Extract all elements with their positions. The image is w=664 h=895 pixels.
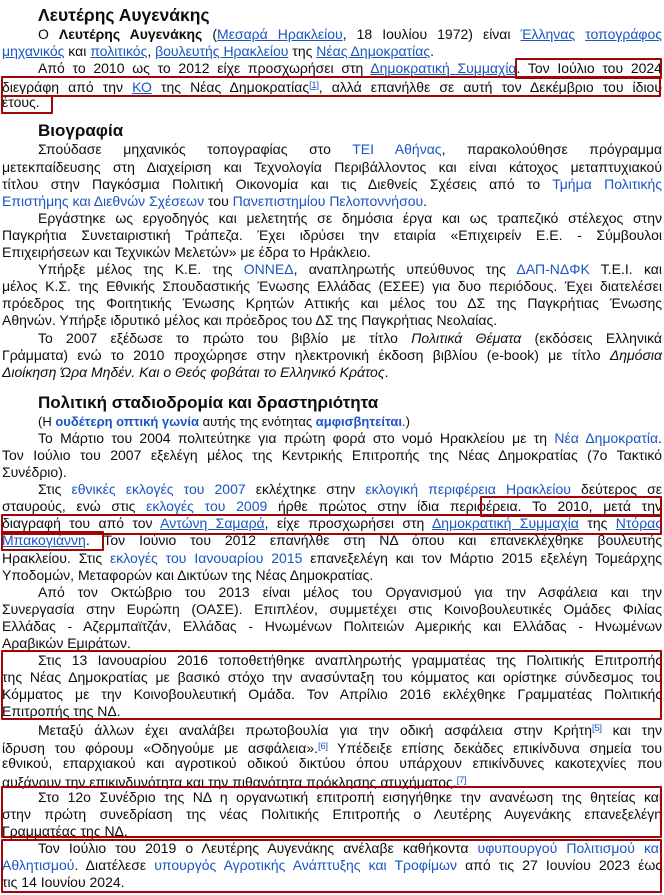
text-run: διεγράφη από την	[2, 79, 133, 95]
text-run: Επιχειρήσεων και Τεχνικών Μελετών» με έδρα το Ηράκλειο.	[2, 244, 371, 261]
text-line	[2, 498, 662, 515]
text-line	[2, 618, 662, 635]
text-run: Στις 13 Ιανουαρίου 2016 τοποθετήθηκε αναπληρωτής γραμματέας της Πολιτικής Επιτροπής	[38, 652, 662, 669]
para-2004	[2, 430, 662, 481]
text-run: σταυρούς, ενώ στις	[2, 498, 147, 515]
wiki-link[interactable]: εκλογές του 2009	[146, 498, 268, 515]
text-line	[2, 601, 662, 618]
wiki-link[interactable]: τοπογράφος	[585, 26, 662, 42]
text-run: δεύτερος σε	[570, 481, 662, 498]
text-run: του	[204, 192, 233, 209]
wiki-link[interactable]: ΟΝΝΕΔ	[243, 261, 294, 278]
text-run: έτους.	[2, 94, 40, 111]
text-run: Ο	[38, 26, 59, 42]
para-osce	[2, 584, 662, 652]
wiki-link[interactable]: Δημοκρατική Συμμαχία	[431, 515, 579, 532]
text-line	[2, 481, 662, 498]
para-studies	[2, 141, 662, 209]
text-line	[2, 26, 662, 43]
text-line	[2, 261, 662, 278]
text-run: Εργάστηκε ως εργοδηγός και μελετητής σε δημόσια έργα και ως τραπεζικό στέλεχος στην	[38, 209, 662, 226]
text-run: (εκδόσεις Ελληνικά	[521, 329, 662, 346]
section-heading-political-career: Πολιτική σταδιοδρομία και δραστηριότητα	[38, 392, 379, 412]
text-run: αυξάνουν την επικινδυνότητα και την πιθανότητα πρόκλησης ατυχήματος.	[2, 773, 457, 789]
text-run: , είχε προσχωρήσει στη	[264, 515, 432, 532]
text-line	[2, 278, 662, 295]
text-line	[2, 60, 662, 77]
text-run: Παγκρήτια Συνεταιριστική Τράπεζα. Έχει ιδρύσει την εταιρία «Επιχειρείν Ε.Ε. - Σύμβουλοι	[2, 226, 662, 243]
text-run: επανεξελέγη και τον Μάρτιο 2015 εξελέγη Τομεάρχης	[302, 549, 662, 566]
text-run: Αθηνών. Υπήρξε ιδρυτικό μέλος και πρόεδρος του ΔΣ της Παγκρήτιας Νεολαίας.	[2, 312, 498, 329]
wiki-link[interactable]: ΔΑΠ-ΝΔΦΚ	[516, 261, 590, 278]
para-secretary-2016	[2, 652, 662, 720]
text-run: ,	[147, 43, 156, 60]
text-run: αυτής της ενότητας	[198, 413, 316, 429]
para-congress-12	[2, 789, 662, 840]
text-run: (	[202, 26, 218, 42]
text-run: .	[430, 43, 434, 60]
text-line	[2, 652, 662, 669]
text-line	[2, 312, 662, 329]
para-youth	[2, 261, 662, 329]
text-run: , 18 Ιουλίου 1972) είναι	[342, 26, 521, 42]
text-run: . Τον Ιούλιο του 2024	[516, 60, 662, 77]
text-run: . Διατέλεσε	[74, 857, 155, 874]
wiki-link[interactable]: Τμήμα Πολιτικής	[552, 175, 662, 192]
text-line	[2, 227, 662, 244]
text-run: Υποδομών, Μεταφορών και Δικτύων της Νέας Δημοκρατίας.	[2, 566, 374, 583]
text-line	[2, 364, 662, 381]
wiki-link[interactable]: ουδέτερη οπτική γωνία	[55, 413, 199, 429]
text-run: Επιτροπής της ΝΔ.	[2, 703, 121, 720]
text-line	[2, 347, 662, 364]
text-run: Ηρακλείου. Στις	[2, 549, 110, 566]
text-run: τις 14 Ιουνίου 2024.	[2, 874, 125, 891]
text-run: , αλλά επανήλθε σε αυτή τον Δεκέμβριο του ίδιου	[318, 79, 662, 95]
text-run	[575, 26, 585, 42]
text-run: διαγραφή του από τον	[2, 515, 161, 532]
text-line	[2, 430, 662, 447]
wiki-link[interactable]: Αθλητισμού	[2, 857, 75, 874]
text-run: , αναπληρωτής υπεύθυνος της	[293, 261, 517, 278]
section-heading-biography: Βιογραφία	[38, 121, 124, 141]
text-run: τίτλου στην Παγκόσμια Πολιτική Οικονομία και τις Διεθνείς Σχέσεις από το	[2, 175, 553, 192]
text-run: από τις 27 Ιουνίου 2023 έως	[457, 857, 662, 874]
reference-link[interactable]: [7]	[456, 774, 467, 786]
text-line	[2, 330, 662, 347]
italic-text: Πολιτικά Θέματα	[411, 329, 522, 346]
para-party-switch	[2, 60, 662, 111]
text-run: Το 2007 εξέδωσε το πρώτο του βιβλίο με τίτλο	[38, 329, 412, 346]
text-line	[2, 789, 662, 806]
text-line	[2, 159, 662, 176]
wiki-link[interactable]: μηχανικός	[2, 43, 65, 60]
text-run: .	[423, 192, 428, 209]
para-books	[2, 330, 662, 381]
text-run: μέλος Κ.Σ. της Εθνικής Σπουδαστικής Ένωσης Ελλάδας (ΕΣΕΕ) για δυο περιόδους. Έχει διατελέσει	[2, 278, 662, 295]
text-run: της Νέας Δημοκρατίας με βασικό στόχο την ανασύνταξη του κόμματος και ορίστηκε σύνδεσμος του	[2, 669, 662, 686]
text-line	[2, 703, 662, 720]
text-run: Τον Ιούλιο του 2007 εξελέγη μέλος της Κεντρικής Επιτροπής της Νέας Δημοκρατίας (7ο Τακτικό	[2, 446, 662, 463]
text-line	[2, 515, 662, 532]
text-run: στην πρώτη συνεδρίαση της νέας Πολιτικής Επιτροπής ο Λευτέρης Αυγενάκης επανεξελέγη	[2, 805, 662, 822]
text-run: Συνέδριο).	[2, 464, 67, 481]
text-run: Γραμματέας της ΝΔ.	[2, 823, 128, 840]
text-run: ήρθε πρώτος στην ίδια περιφέρεια. Το 2010, μετά την	[267, 498, 662, 515]
wiki-link[interactable]: Μεσαρά Ηρακλείου	[217, 26, 343, 42]
italic-text: Δημόσια	[609, 346, 662, 363]
text-line	[2, 532, 662, 549]
wiki-link[interactable]: ΤΕΙ Αθήνας	[352, 141, 442, 158]
wiki-link[interactable]: ΚΟ	[132, 79, 152, 95]
text-line	[2, 295, 662, 312]
text-run: Κόμματος με την Κοινοβουλευτική Ομάδα. Τον Απρίλιο 2016 εκλέχθηκε Γραμματέας Πολιτικής	[2, 686, 662, 703]
para-intro	[2, 26, 662, 60]
reference-link[interactable]: [1]	[309, 80, 319, 92]
wiki-link[interactable]: Αντώνη Σαμαρά	[160, 515, 265, 532]
text-run: . Τον Ιούνιο του 2012 επανήλθε στη ΝΔ όπου και επανεκλέχθηκε βουλευτής	[85, 532, 662, 549]
wiki-link[interactable]: εθνικές εκλογές του 2007	[71, 481, 246, 498]
wiki-link[interactable]: εκλογές του Ιανουαρίου 2015	[110, 549, 303, 566]
text-line	[2, 669, 662, 686]
text-run: της Νέας Δημοκρατίας	[151, 79, 310, 95]
text-line	[2, 244, 662, 261]
wiki-link[interactable]: υφυπουργού Πολιτισμού και	[477, 840, 662, 857]
text-run: Από τον Οκτώβριο του 2013 είναι μέλος του Οργανισμού για την Ασφάλεια και την	[38, 583, 662, 600]
wiki-link[interactable]: αμφισβητείται	[315, 413, 403, 429]
text-run: Στις	[38, 481, 72, 498]
text-line	[2, 141, 662, 158]
text-line	[2, 43, 662, 60]
text-line	[2, 857, 662, 874]
text-line	[2, 447, 662, 464]
text-run: .	[384, 363, 389, 380]
text-line	[2, 686, 662, 703]
wiki-link[interactable]: Ντόρας	[615, 515, 662, 532]
para-npov-note	[2, 413, 662, 430]
text-line	[2, 176, 662, 193]
text-line	[2, 193, 662, 210]
wiki-link[interactable]: Δημοκρατική Συμμαχία	[370, 60, 517, 77]
text-line	[2, 772, 662, 789]
text-run: και	[64, 43, 91, 60]
wiki-link[interactable]: Επιστήμης και Διεθνών Σχέσεων	[2, 192, 205, 209]
text-line	[2, 840, 662, 857]
text-run: Γράμματα) ενώ το 2010 προχώρησε στην ηλεκτρονική έκδοση βιβλίου (e-book) με τίτλο	[2, 346, 610, 363]
wiki-link[interactable]: Νέας Δημοκρατίας	[316, 43, 431, 60]
text-run: .)	[402, 413, 410, 429]
text-line	[2, 720, 662, 737]
article-title: Λευτέρης Αυγενάκης	[38, 5, 210, 25]
wiki-link[interactable]: Πανεπιστημίου Πελοποννήσου	[232, 192, 424, 209]
text-line	[2, 464, 662, 481]
text-line	[2, 823, 662, 840]
text-line	[2, 413, 662, 430]
text-run: Τ.Ε.Ι. και	[589, 261, 662, 278]
text-line	[2, 738, 662, 755]
text-run: Από το 2010 ως το 2012 είχε προσχωρήσει στη	[38, 60, 371, 77]
wiki-link[interactable]: εκλογική περιφέρεια Ηρακλείου	[365, 481, 571, 498]
wiki-link[interactable]: υπουργός Αγροτικής Ανάπτυξης και Τροφίμων	[154, 857, 457, 874]
text-run: Υπέδειξε επίσης δεκάδες επικίνδυνα σημεία του	[327, 739, 662, 755]
para-minister	[2, 840, 662, 891]
wiki-link[interactable]: Μπακογιάννη	[2, 532, 86, 549]
text-run: Μεταξύ άλλων έχει αναλάβει πρωτοβουλία για την οδική ασφάλεια στην Κρήτη	[38, 722, 593, 738]
wiki-link[interactable]: πολιτικός	[90, 43, 148, 60]
text-run: μετεκπαίδευσης στη Διαχείριση και Τεχνολογία Περιβάλλοντος και είναι κάτοχος μεταπτυχιακού	[2, 158, 662, 175]
text-run: Ελλάδας - Αζερμπαϊτζάν, Ελλάδας - Ηνωμένων Πολιτειών Αμερικής και Ελλάδας - Ηνωμένων	[2, 617, 662, 634]
text-run: (Η	[38, 413, 56, 429]
para-work	[2, 210, 662, 261]
text-run: Υπήρξε μέλος της Κ.Ε. της	[38, 261, 244, 278]
text-run: Συνεργασία στην Ευρώπη (ΟΑΣΕ). Επιπλέον, συμμετέχει στις Κοινοβουλευτικές Ομάδες Φιλίας	[2, 600, 662, 617]
text-run: της	[578, 515, 616, 532]
wiki-link[interactable]: Έλληνας	[520, 26, 576, 42]
text-run: της	[288, 43, 317, 60]
text-run: και την	[601, 722, 662, 738]
text-run: πρόεδρος της Φοιτητικής Ένωσης Κρητών Αττικής και μέλος του ΔΣ της Παγκρήτιας Ένωσης	[2, 295, 662, 312]
text-run: Αραβικών Εμιράτων.	[2, 635, 131, 651]
text-run: Τον Ιούλιο του 2019 ο Λευτέρης Αυγενάκης ανέλαβε καθήκοντα	[38, 840, 478, 857]
wiki-link[interactable]: Νέα Δημοκρατία	[554, 429, 659, 446]
text-run: εκλέχτηκε στην	[245, 481, 366, 498]
wiki-link[interactable]: βουλευτής Ηρακλείου	[155, 43, 289, 60]
text-line	[2, 806, 662, 823]
text-line	[2, 755, 662, 772]
text-line	[2, 77, 662, 94]
text-run: , παρακολούθησε πρόγραμμα	[441, 141, 662, 158]
text-line	[2, 874, 662, 891]
bold-text: Λευτέρης Αυγενάκης	[58, 26, 203, 42]
text-run: ίδρυση του φόρουμ «Οδηγούμε με ασφάλεια».	[2, 739, 319, 755]
text-line	[2, 94, 662, 111]
text-run: Στο 12ο Συνέδριο της ΝΔ η οργανωτική επιτροπή εισηγήθηκε την ανανέωση της θητείας και	[38, 788, 662, 805]
text-line	[2, 584, 662, 601]
text-run: Το Μάρτιο του 2004 πολιτεύτηκε για πρώτη φορά στο νομό Ηρακλείου με τη	[38, 429, 555, 446]
para-road-safety	[2, 720, 662, 788]
text-line	[2, 567, 662, 584]
text-line	[2, 635, 662, 652]
text-run: εθνικού, επαρχιακού και αγροτικού οδικού δικτύου όπου υπάρχουν επικίνδυνες κακοτεχνίες που	[2, 754, 662, 771]
reference-link[interactable]: [5]	[592, 723, 602, 735]
reference-link[interactable]: [6]	[318, 740, 328, 752]
text-run: Σπούδασε μηχανικός τοπογραφίας στο	[38, 141, 353, 158]
text-line	[2, 210, 662, 227]
text-line	[2, 550, 662, 567]
italic-text: Διοίκηση Ώρα Μηδέν. Και ο Θεός φοβάται το Ελληνικό Κράτος	[2, 363, 385, 380]
para-elections	[2, 481, 662, 584]
text-run: .	[658, 429, 662, 446]
